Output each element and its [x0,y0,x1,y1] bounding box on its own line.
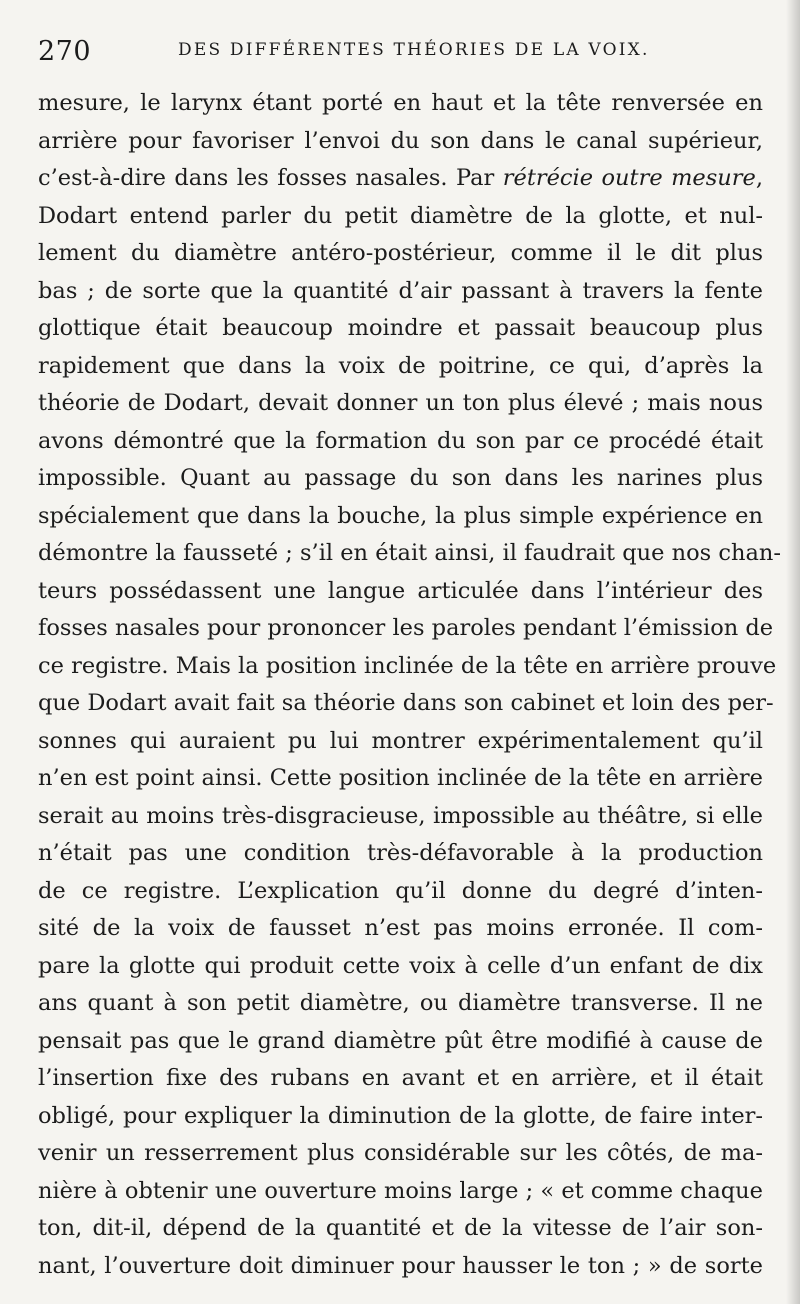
body-text [38,85,781,1285]
italic-phrase: rétrécie outre mesure [502,165,756,191]
page-header [38,36,778,76]
text-line: nière à obtenir une ouverture moins large ; « et comme chaque [38,1177,763,1204]
text-line: pensait pas que le grand diamètre pût être modifié à cause de [38,1027,763,1054]
text-line: obligé, pour expliquer la diminution de la glotte, de faire inter- [38,1102,763,1129]
text-line: ans quant à son petit diamètre, ou diamètre transverse. Il ne [38,990,763,1016]
text-line: Dodart entend parler du petit diamètre de la glotte, et nul- [38,202,763,229]
text-line: ton, dit-il, dépend de la quantité et de la vitesse de l’air son- [38,1215,763,1241]
text-line: teurs possédassent une langue articulée dans l’intérieur des [38,577,763,604]
text-line: nant, l’ouverture doit diminuer pour hausser le ton ; » de sorte [38,1252,763,1279]
text-line: fosses nasales pour prononcer les paroles pendant l’émission de [38,615,774,641]
text-line: que Dodart avait fait sa théorie dans son cabinet et loin des per- [38,690,774,716]
italic-trailing: , [755,165,764,191]
text-line: l’insertion fixe des rubans en avant et en arrière, et il était [38,1065,763,1091]
page-edge-shadow [786,0,800,1304]
text-line: ce registre. Mais la position inclinée de la tête en arrière prouve [38,652,777,679]
text-line: sité de la voix de fausset n’est pas moins erronée. Il com- [38,915,763,941]
text-line: démontre la fausseté ; s’il en était ainsi, il faudrait que nos chan- [38,540,781,566]
running-title: DES DIFFÉRENTES THÉORIES DE LA VOIX. [178,40,650,60]
text-line: bas ; de sorte que la quantité d’air passant à travers la fente [38,277,763,304]
text-line: pare la glotte qui produit cette voix à celle d’un enfant de dix [38,952,763,979]
text-line: rapidement que dans la voix de poitrine, ce qui, d’après la [38,352,763,379]
text-line: lement du diamètre antéro-postérieur, comme il le dit plus [38,240,763,266]
text-line: n’était pas une condition très-défavorable à la production [38,840,763,866]
text-line: venir un resserrement plus considérable sur les côtés, de ma- [38,1140,763,1166]
text-line-start: c’est-à-dire dans les fosses nasales. Par [38,165,495,191]
text-line: spécialement que dans la bouche, la plus simple expérience en [38,502,763,529]
text-line: glottique était beaucoup moindre et passait beaucoup plus [38,315,763,341]
text-line: impossible. Quant au passage du son dans les narines plus [38,465,763,491]
text-line: avons démontré que la formation du son par ce procédé était [38,427,763,454]
text-line: serait au moins très-disgracieuse, impossible au théâtre, si elle [38,802,763,829]
text-line: sonnes qui auraient pu lui montrer expérimentalement qu’il [38,727,763,754]
text-line: n’en est point ainsi. Cette position inclinée de la tête en arrière [38,765,763,791]
text-line: théorie de Dodart, devait donner un ton plus élevé ; mais nous [38,390,763,416]
text-line [38,160,763,198]
text-line: arrière pour favoriser l’envoi du son dans le canal supérieur, [38,127,763,154]
text-line: de ce registre. L’explication qu’il donne du degré d’inten- [38,877,763,904]
text-line: mesure, le larynx étant porté en haut et la tête renversée en [38,90,763,116]
page-number: 270 [38,36,92,67]
